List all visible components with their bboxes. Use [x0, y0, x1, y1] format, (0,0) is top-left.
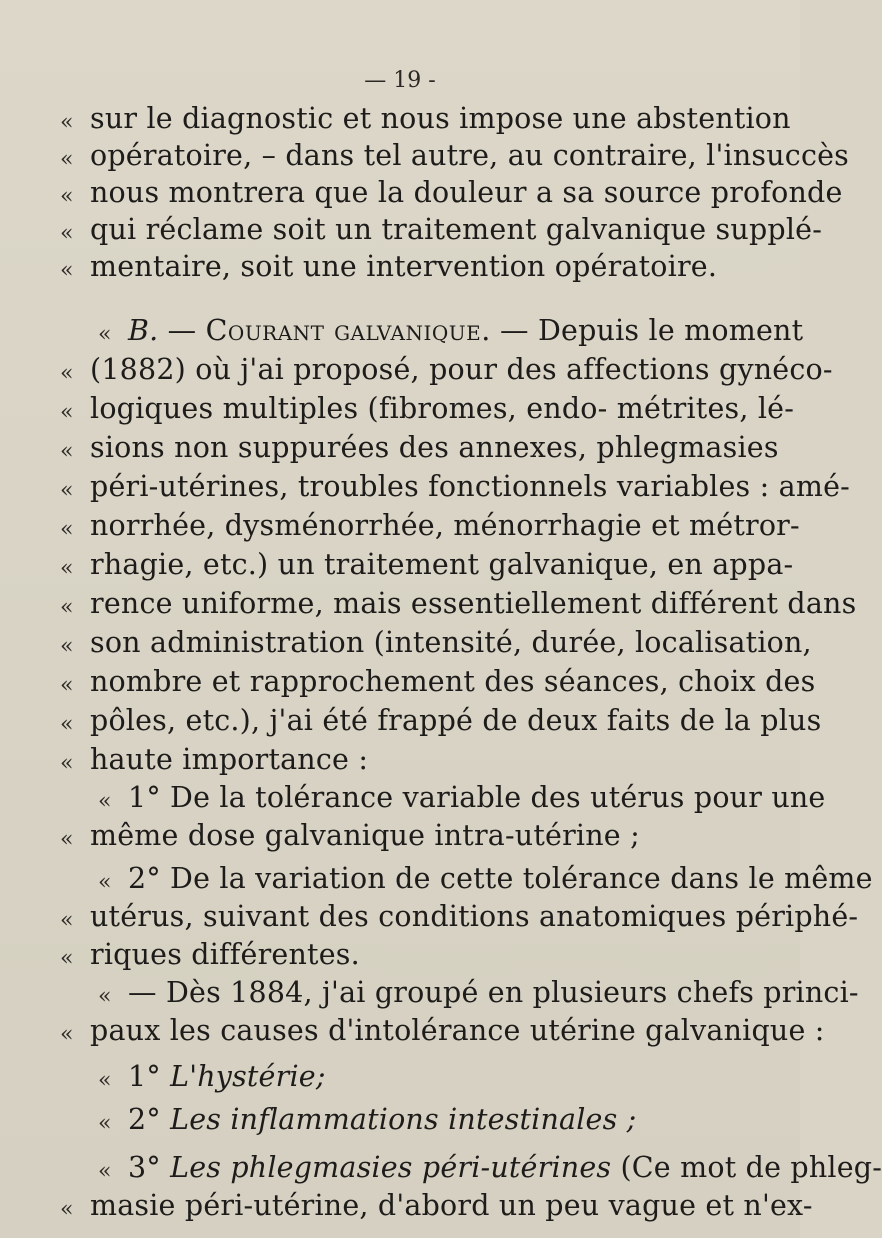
quote-mark: « [60, 751, 74, 776]
line-text: nous montrera que la douleur a sa source profonde [90, 176, 843, 209]
line-text: sur le diagnostic et nous impose une abstention [90, 102, 791, 135]
line-text: (1882) où j'ai proposé, pour des affections gynéco- [90, 353, 833, 386]
line-text: paux les causes d'intolérance utérine galvanique : [90, 1014, 825, 1047]
line-text: son administration (intensité, durée, localisation, [90, 626, 812, 659]
line-text: (Ce mot de phleg- [611, 1151, 882, 1184]
text-line [60, 210, 823, 250]
text-line [60, 897, 859, 937]
quote-mark: « [98, 1159, 112, 1184]
quote-mark: « [98, 870, 112, 895]
quote-mark: « [60, 1022, 74, 1047]
quote-mark: « [60, 908, 74, 933]
quote-mark: « [60, 110, 74, 135]
list-item-title: Les inflammations intestinales ; [170, 1103, 637, 1136]
text-line [60, 935, 360, 975]
line-text: riques différentes. [90, 938, 360, 971]
text-line [60, 584, 857, 624]
section-heading: Courant galvanique. [205, 314, 491, 347]
text-line [60, 506, 800, 546]
quote-mark: « [60, 221, 74, 246]
line-text: norrhée, dysménorrhée, ménorrhagie et métror- [90, 509, 800, 542]
line-text: pôles, etc.), j'ai été frappé de deux faits de la plus [90, 704, 822, 737]
quote-mark: « [60, 556, 74, 581]
section-label: B. [128, 314, 159, 347]
line-text: rence uniforme, mais essentiellement différent dans [90, 587, 857, 620]
quote-mark: « [60, 400, 74, 425]
quote-mark: « [60, 946, 74, 971]
text-line [60, 247, 718, 287]
list-item-line [98, 778, 826, 818]
text-line [60, 99, 791, 139]
text-line [60, 173, 843, 213]
list-number: 3° [128, 1151, 161, 1184]
line-text: sions non suppurées des annexes, phlegmasies [90, 431, 779, 464]
text-line [60, 623, 812, 663]
line-text: qui réclame soit un traitement galvanique supplé- [90, 213, 823, 246]
line-text: — Dès 1884, j'ai groupé en plusieurs chefs princi- [128, 976, 859, 1009]
text-line [98, 973, 859, 1013]
quote-mark: « [60, 634, 74, 659]
line-text: — Depuis le moment [490, 314, 804, 347]
line-text: mentaire, soit une intervention opératoire. [90, 250, 718, 283]
list-item-line [98, 1057, 326, 1097]
text-line [60, 662, 816, 702]
quote-mark: « [60, 1197, 74, 1222]
text-line [60, 136, 849, 176]
quote-mark: « [60, 184, 74, 209]
quote-mark: « [98, 1068, 112, 1093]
quote-mark: « [60, 712, 74, 737]
line-text: rhagie, etc.) un traitement galvanique, en appa- [90, 548, 794, 581]
text-line [60, 1186, 813, 1226]
list-item-line [98, 859, 873, 899]
line-text: nombre et rapprochement des séances, choix des [90, 665, 816, 698]
line-text: utérus, suivant des conditions anatomiques périphé- [90, 900, 859, 933]
quote-mark: « [98, 984, 112, 1009]
page-number: — 19 - [364, 68, 436, 93]
text-line [60, 389, 795, 429]
line-text: masie péri-utérine, d'abord un peu vague et n'ex- [90, 1189, 813, 1222]
list-number: 2° [128, 1103, 161, 1136]
quote-mark: « [60, 439, 74, 464]
text-line [60, 701, 822, 741]
text-line [60, 1011, 825, 1051]
quote-mark: « [60, 478, 74, 503]
text-line [60, 740, 369, 780]
quote-mark: « [60, 147, 74, 172]
section-heading-line [98, 311, 804, 351]
text-line [60, 467, 850, 507]
line-text: 1° De la tolérance variable des utérus pour une [128, 781, 826, 814]
quote-mark: « [60, 827, 74, 852]
quote-mark: « [60, 595, 74, 620]
list-item-line [98, 1100, 637, 1140]
line-text: même dose galvanique intra-utérine ; [90, 819, 640, 852]
quote-mark: « [98, 789, 112, 814]
text-line [60, 428, 779, 468]
list-number: 1° [128, 1060, 161, 1093]
quote-mark: « [60, 517, 74, 542]
text-line [60, 816, 640, 856]
line-text: haute importance : [90, 743, 369, 776]
text-line [60, 545, 794, 585]
quote-mark: « [60, 258, 74, 283]
list-item-title: L'hystérie; [170, 1060, 326, 1093]
quote-mark: « [98, 1111, 112, 1136]
line-text: 2° De la variation de cette tolérance dans le même [128, 862, 873, 895]
line-text: logiques multiples (fibromes, endo- métrites, lé- [90, 392, 795, 425]
list-item-line [98, 1148, 882, 1188]
line-text: opératoire, – dans tel autre, au contraire, l'insuccès [90, 139, 849, 172]
heading-dash: — [158, 314, 206, 347]
quote-mark: « [60, 361, 74, 386]
quote-mark: « [98, 322, 112, 347]
text-line [60, 350, 833, 390]
quote-mark: « [60, 673, 74, 698]
line-text: péri-utérines, troubles fonctionnels variables : amé- [90, 470, 850, 503]
list-item-title: Les phlegmasies péri-utérines [170, 1151, 612, 1184]
